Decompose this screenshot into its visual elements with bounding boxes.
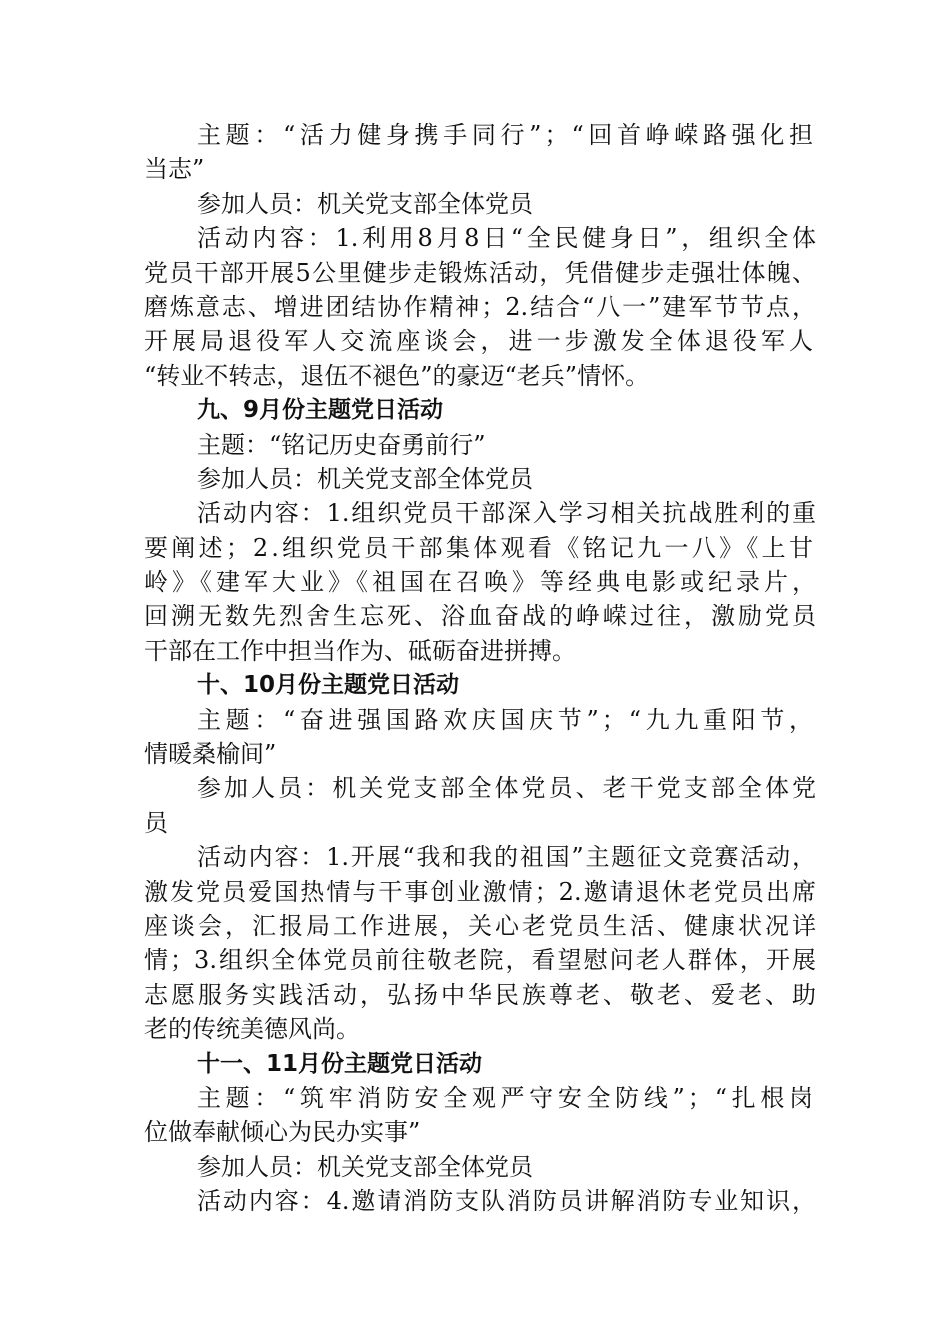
content-aug-line-4: 开展局退役军人交流座谈会，进一步激发全体退役军人: [144, 327, 816, 356]
participants-oct-line-1: 参加人员：机关党支部全体党员、老干党支部全体党: [197, 774, 816, 803]
content-oct-line-5: 志愿服务实践活动，弘扬中华民族尊老、敬老、爱老、助: [144, 980, 816, 1009]
content-aug-line-2: 党员干部开展5公里健步走锻炼活动，凭借健步走强壮体魄、: [144, 258, 816, 287]
content-aug-line-1: 活动内容：1.利用8月8日“全民健身日”，组织全体: [197, 224, 816, 253]
section-heading-october: 十、10月份主题党日活动: [197, 672, 460, 699]
participants-oct-line-2: 员: [144, 808, 168, 837]
document-page: [144, 118, 816, 1219]
content-sep-line-4: 回溯无数先烈舍生忘死、浴血奋战的峥嵘过往，激励党员: [144, 602, 816, 631]
content-nov-line-1: 活动内容：4.邀请消防支队消防员讲解消防专业知识，: [197, 1187, 816, 1216]
content-sep-line-2: 要阐述；2.组织党员干部集体观看《铭记九一八》《上甘: [144, 533, 816, 562]
content-sep-line-1: 活动内容：1.组织党员干部深入学习相关抗战胜利的重: [197, 499, 816, 528]
theme-aug-line-1: 主题：“活力健身携手同行”；“回首峥嵘路强化担: [197, 121, 816, 149]
content-oct-line-2: 激发党员爱国热情与干事创业激情；2.邀请退休老党员出席: [144, 877, 816, 906]
content-sep-line-5: 干部在工作中担当作为、砥砺奋进拼搏。: [144, 636, 576, 665]
content-oct-line-4: 情；3.组织全体党员前往敬老院，看望慰问老人群体，开展: [144, 946, 816, 975]
content-oct-line-1: 活动内容：1.开展“我和我的祖国”主题征文竞赛活动，: [197, 843, 816, 872]
content-sep-line-3: 岭》《建军大业》《祖国在召唤》等经典电影或纪录片，: [144, 568, 816, 597]
theme-nov-line-1: 主题：“筑牢消防安全观严守安全防线”；“扎根岗: [197, 1083, 816, 1112]
participants-nov: 参加人员：机关党支部全体党员: [197, 1152, 533, 1181]
content-oct-line-3: 座谈会，汇报局工作进展，关心老党员生活、健康状况详: [144, 911, 816, 940]
content-oct-line-6: 老的传统美德风尚。: [144, 1015, 360, 1044]
participants-aug: 参加人员：机关党支部全体党员: [197, 189, 533, 218]
section-heading-september: 九、9月份主题党日活动: [197, 397, 444, 424]
theme-sep: 主题：“铭记历史奋勇前行”: [197, 430, 486, 459]
theme-nov-line-2: 位做奉献倾心为民办实事”: [144, 1118, 421, 1147]
section-heading-november: 十一、11月份主题党日活动: [197, 1050, 483, 1077]
theme-oct-line-1: 主题：“奋进强国路欢庆国庆节”；“九九重阳节，: [197, 705, 816, 734]
content-aug-line-5: “转业不转志，退伍不褪色”的豪迈“老兵”情怀。: [144, 361, 650, 390]
theme-aug-line-2: 当志”: [144, 155, 205, 184]
theme-oct-line-2: 情暖桑榆间”: [144, 740, 277, 769]
content-aug-line-3: 磨炼意志、增进团结协作精神；2.结合“八一”建军节节点，: [144, 292, 816, 321]
participants-sep: 参加人员：机关党支部全体党员: [197, 464, 533, 493]
